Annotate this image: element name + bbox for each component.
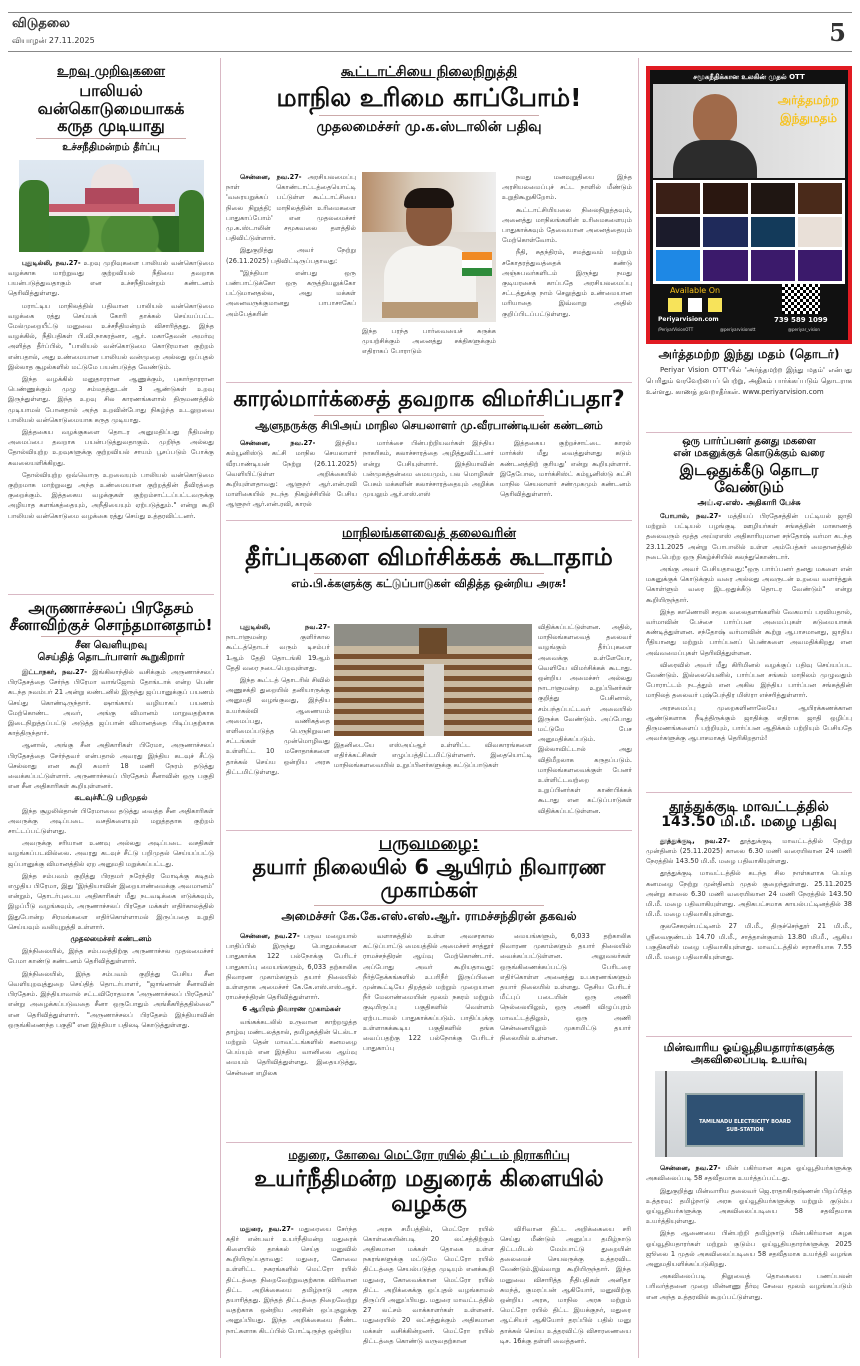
- paragraph: மின் பகிர்மான கழக ஓய்வூதியர்களுக்கு அகவிலைப்படி 58 சதவீதமாக உயர்த்தப்பட்டது.: [646, 1164, 852, 1183]
- article-kicker: கூட்டாட்சியை நிலைநிறுத்தி: [340, 64, 518, 80]
- paragraph: இந்த சூழலில்தான் பிரேமாவை தடுத்து வைத்த சீன அதிகாரிகள் அவருக்கு அடிப்படை வசதிகளையும் மறுத்ததாக குற்றம் சாட்டப்பட்டுள்ளது.: [8, 806, 214, 836]
- qr-code[interactable]: [782, 284, 820, 314]
- page-header: [8, 12, 852, 52]
- ad-social-x[interactable]: @periyar_vision: [788, 327, 820, 332]
- paragraph: இத்தகைய வழக்குகளை தொடர அனுமதிப்பது நீதிமன்ற அமைப்பை தவறாக பயன்படுத்துவதாகும். முறிந்த அல்லது தோல்வியுற்ற உறவுகளுக்கு குற்றவியல் சாயம் பூசப்படும் போக்கு கவலையளிக்கிறது.: [8, 428, 214, 467]
- article-headline: மின்வாரிய ஓய்வூதியதாரர்களுக்கு: [663, 1041, 835, 1054]
- ad-banner: சமூகநீதிக்கான உலகின் முதல் OTT: [693, 73, 805, 81]
- paragraph: Periyar Vision OTT'யில் 'அர்த்தமற்ற இந்து மதம்' என்பது பெரிதும் வரவேற்பைப் பெற்று, அதிகம் பார்க்கப்படும் தொடராக உள்ளது. காணத் தவறாதீர்கள். www.periyarvision.com: [646, 366, 852, 397]
- section-divider: [646, 432, 852, 433]
- chief-minister-photo: [362, 172, 496, 322]
- newspaper-name: விடுதலை: [12, 16, 70, 31]
- paragraph: அவருக்கு சரியான உணவு அல்லது அடிப்படை வசதிகள் வழங்கப்படவில்லை. அவரது கடவுச் சீட்டு பறிமுதல் செய்யப்பட்டு ஜப்பானுக்கு விமானத்தில் ஏற அனுமதி மறுக்கப்பட்டது.: [8, 839, 214, 868]
- article-state-rights: [226, 60, 632, 378]
- section-divider: [8, 594, 214, 595]
- paragraph: அரசமைப்பு முறைகளினாலேயே ஆயிரக்கணக்கான ஆண்டுகளாக நீடித்திருக்கும் ஜாதிக்கு எதிராக ஜாதி ஒழிப்பு திருமணங்களைப் பற்றியும், பார்ப்பன ஆதிக்கம் பற்றியும் பேசியதே அவர்களுக்கு ஆபாசமாகத் தெரிகிறதாம்!: [646, 703, 852, 743]
- dateline: புதுடில்லி, நவ.27-: [22, 258, 81, 267]
- paragraph: அங்கு அவர் பேசியதாவது:"ஒரு பார்ப்பனர் தனது மகளை என் மகனுக்குக் கொடுக்கும் வரை அல்லது அவருடன் உறவை வளர்த்துக் கொள்ளும் வரை இடஒதுக்கீடு தொடர வேண்டும்" என்று கூறியிருந்தார்.: [646, 565, 852, 604]
- paragraph: தோல்வியுற்ற ஒவ்வொரு உறவையும் பாலியல் வன்கொடுமை குற்றமாக மாற்றுவது அந்த உண்மையான குற்றத்தின் தீவிரத்தை குறைக்கும். இத்தகைய வழக்குகள் குற்றம்சாட்டப்பட்டவருக்கு அழியாத களங்கத்தையும், அநீதியையும் ஏற்படுத்தும்." என்று கூறி பாலியல் வன்கொடுமை வழக்கை ரத்து செய்து உத்தரவிட்டனர்.: [8, 470, 214, 520]
- page-number: 5: [829, 18, 846, 47]
- paragraph: வங்கக்கடலில் உருவான காற்றழுத்த தாழ்வு மண்டலத்தால், தமிழகத்தின் டெல்டா மற்றும் தென் மாவட்டங்களில் கனமழை பெய்யும் என இந்திய வானிலை ஆய்வு மையம் தெரிவித்துள்ளது. இதையடுத்து, சென்னை எழிலக: [226, 1017, 357, 1077]
- article-headline: உயர்நீதிமன்ற மதுரைக் கிளையில் வழக்கு: [254, 1166, 604, 1218]
- apple-icon: [688, 298, 702, 312]
- paragraph: இந்த சம்பவம் குறித்து பிரதமர் நரேந்திர மோடிக்கு கடிதம் எழுதிய பிரேமா, இது 'இந்தியாவின் இறையாண்மைக்கு அவமானம்' என்றும், தொடர்புடைய அதிகாரிகள் மீது நடவடிக்கை எடுக்கவும், இழப்பீடு வழங்கவும், அருணாச்சலப் பிரதேச மக்கள் எதிர்காலத்தில் இதுபோன்ற சிரமங்களை எதிர்கொள்ளாமல் இருப்பதை உறுதி செய்யவும் வலியுறுத்தி உள்ளார்.: [8, 871, 214, 931]
- section-divider: [226, 520, 632, 521]
- article-headline-line2: சீனாவிற்குச் சொந்தமானதாம்!: [9, 615, 213, 634]
- article-reservation-remark: [646, 436, 852, 788]
- section-heading: கடவுச்சீட்டு பறிமுதல்: [74, 793, 148, 803]
- photo-caption: இதனிடையே எஸ்அய்ஆர் உள்ளிட்ட விவகாரங்களை எதிர்க்கட்சிகள் எழுப்பத்திட்டமிட்டுள்ளனர். இதையொட்டி மாநிலங்களவையில் உறுப்பினர்களுக்கு கட்டுப்பாடுகள்: [334, 741, 532, 770]
- parliament-photo: [334, 624, 532, 736]
- sign-text: TAMILNADU ELECTRICITY BOARD: [699, 1119, 791, 1126]
- paragraph: இந்த வழக்கில் மனுதாரரான ஆணுக்கும், புகார்தாரரான பெண்ணுக்கும் முழு சம்மதத்துடன் 3 ஆண்டுகள் உறவு இருந்துள்ளது. இந்த உறவு சில காரணங்களால் திருமணத்தில் முடியாமல் போனதால் அந்த உறவின்போது நிகழ்ந்த உடலுறவை பாலியல் வன்கொடுமையாக கருத முடியாது.: [8, 375, 214, 424]
- article-pensioners-da: [646, 1040, 852, 1358]
- paragraph: கூட்டாட்சியியலை நிலைநிறுத்தவும், அனைத்து மாநிலங்களின் உரிமைகளையும் பாதுகாக்கவும் தேவையான அனைத்தையும் மேற்கொள்வோம்.: [502, 205, 632, 245]
- article-monsoon-relief: [226, 834, 632, 1134]
- article-kicker: ஒரு பார்ப்பனர் தனது மகளை: [682, 436, 816, 447]
- article-subtitle: முதலமைச்சர் மு.க.ஸ்டாலின் பதிவு: [316, 118, 542, 135]
- article-arunachal-pradesh: [8, 598, 214, 1358]
- section-divider: [646, 792, 852, 793]
- supreme-court-photo: [19, 160, 204, 252]
- column-divider: [220, 58, 221, 1358]
- dateline: சென்னை, நவ.27-: [240, 439, 316, 448]
- article-relationship-breakup: [8, 60, 214, 590]
- article-kicker: உறவு முறிவுகளை: [56, 64, 166, 79]
- paragraph: மராட்டிய மாநிலத்தில் பதிவான பாலியல் வன்கொடுமை வழக்கை ரத்து செய்யக் கோரி தாக்கல் செய்யப்பட்ட மேல்முறையீட்டு மனுவை உச்சநீதிமன்றம் விசாரித்தது. இந்த வழக்கில், நீதிபதிகள் பி.வி.நாகரத்னா, ஆர். மகாதேவன் அமர்வு அளித்த தீர்ப்பில், "பாலியல் வன்கொடுமை கொடூரமான குற்றம் என்பதால், அது உண்மையான பாலியல் வன்முறை அல்லது ஒப்புதல் இல்லாத சூழல்களில் மட்டுமே பயன்படுத்த வேண்டும்.: [8, 301, 214, 371]
- section-divider: [646, 1036, 852, 1037]
- paragraph: இந்திய கம்யூனிஸ்டு கட்சி மாநில செயலாளர் வீரபாண்டியன் நேற்று (26.11.2025) வெளியிட்டுள்ள அறிக்கையில் கூறியுள்ளதாவது: ஆளுநர் ஆர்.என்.ரவி மாளிகையில் நடந்த நிகழ்ச்சியில் பேசிய ஆளுநர் ஆர்.என்.ரவி, காரல்: [226, 439, 357, 509]
- article-headline: காரல்மார்க்சைத் தவறாக விமர்சிப்பதா?: [233, 387, 625, 412]
- dateline: தூத்துக்குடி, நவ.27-: [660, 836, 730, 845]
- ad-show-title-line2: இந்துமதம்: [780, 111, 837, 125]
- article-subtitle: ஆளுநருக்கு சிபிஅய் மாநில செயலாளர் மு.வீரபாண்டியன் கண்டனம்: [255, 419, 603, 433]
- article-headline-line2: அகவிலைப்படி உயர்வு: [691, 1053, 807, 1067]
- paragraph: வளாகத்தில் உள்ள அவசரகால கட்டுப்பாட்டு மையத்தில் அமைச்சர் சாத்தூர் ராமச்சந்திரன் ஆய்வு மேற்கொண்டார். அப்போது அவர் கூறியதாவது: நீர்த்தேக்கங்களில் உபரிநீர் இருப்பினை முன்கூட்டியே திறத்தல் மற்றும் முறையான நீர் மேலாண்மையின் மூலம் நகரம் மற்றும் குடியிருப்பு பகுதிகளில் வெள்ளம் ஏற்படாமல் பாதுகாக்கப்படும். பாதிப்புக்கு உள்ளாகக்கூடிய பகுதிகளில் தங்க வைப்பதற்கு 122 பல்நோக்கு பேரிடர் பாதுகாப்பு: [363, 931, 494, 1053]
- ad-social-instagram[interactable]: @periyarvisionott: [720, 327, 756, 332]
- paragraph: இந்த ஆணையை பின்பற்றி தமிழ்நாடு மின்பகிர்மான கழக ஓய்வூதியதாரர்கள் மற்றும் குடும்ப ஓய்வூதியதாரர்களுக்கு 2025 ஜூலை 1 முதல் அகவிலைப்படியை 58 சதவீதமாக உயர்த்தி வழங்க அனுமதியளிக்கப்படுகிறது.: [646, 1229, 852, 1269]
- android-tv-icon: [708, 298, 722, 312]
- article-metro-rail-case: [226, 1146, 632, 1358]
- article-headline: அர்த்தமற்ற இந்து மதம் (தொடர்): [658, 348, 840, 361]
- article-periyar-vision-series: [646, 348, 852, 428]
- paragraph: பருவ மழையால் பாதிப்பில் இருந்து பொதுமக்களை பாதுகாக்க 122 பல்நோக்கு பேரிடர் பாதுகாப்பு மையங்களும், 6,033 தற்காலிக நிவாரண முகாம்களும் தயார் நிலையில் உள்ளதாக அமைச்சர் கே.கே.எஸ்.எஸ்.ஆர். ராமச்சந்திரன் தெரிவித்துள்ளார்.: [226, 931, 357, 1002]
- android-icon: [668, 298, 682, 312]
- paragraph: அரசு சமீபத்தில், மெட்ரோ ரயில் கொள்கையின்படி 20 லட்சத்திற்கும் அதிகமான மக்கள் தொகை உள்ள நகரங்களுக்கு மட்டுமே மெட்ரோ ரயில் திட்டத்தை செயல்படுத்த முடியும் எனக்கூறி மதுரை, கோவைக்கான மெட்ரோ ரயில் திட்ட அறிக்கைக்கு ஒப்புதல் வழங்காமல் திருப்பி அனுப்பியது. மதுரை மாவட்டத்தில் 27 லட்சம் வாக்காளர்கள் உள்ளனர். மதுரையில் 20 லட்சத்துக்கும் அதிகமான மக்கள் வசிக்கின்றனர். மெட்ரோ ரயில் திட்டத்தை கொண்டு வருவதற்கான: [363, 1224, 494, 1345]
- article-headline: அருணாச்சலப் பிரதேசம்: [28, 599, 194, 617]
- paragraph: விரிவான திட்ட அறிக்கையை சரி செய்து மீண்டும் அனுப்ப தமிழ்நாடு திட்டமிடல் மேம்பாட்டு துறையின் தலைமைச் செயலருக்கு உத்தரவிட வேண்டும்.இவ்வாறு கூறியிருந்தார். இந்த மனுவை விசாரித்த நீதிபதிகள் அனிதா சுமந்த், குமரப்பன் ஆகியோர், மனுவிற்கு ஒன்றிய அரசு, மாநில அரசு மற்றும் மெட்ரோ ரயில் திட்ட இயக்குநர், மதுரை ஆட்சியர் ஆகியோர் தரப்பில் பதில் மனு தாக்கல் செய்ய உத்தரவிட்டு விசாரணையை டிச. 16க்கு தள்ளி வைத்தனர்.: [500, 1224, 631, 1345]
- paragraph: ஆனால், அங்கு சீன அதிகாரிகள் பிரேமா, அருணாச்சலப் பிரதேசத்தை சேர்ந்தவர் என்பதால் அவரது இந்திய கடவுச் சீட்டு செல்லாது என கூறி சுமார் 18 மணி நேரம் தடுத்து வைக்கப்பட்டுள்ளார். அருணாச்சலப் பிரதேசம் சீனாவின் ஒரு பகுதி என சீன அதிகாரிகள் கூறியுள்ளனர்.: [8, 741, 214, 791]
- article-mp-restrictions: [226, 524, 632, 826]
- periyar-vision-ad[interactable]: [646, 66, 852, 344]
- article-headline: பாலியல் வன்கொடுமையாகக்: [37, 81, 185, 118]
- dateline: மதுரை, நவ.27-: [240, 1224, 294, 1233]
- ad-hero-image: [653, 84, 845, 178]
- paragraph: தூத்துக்குடி மாவட்டத்தில் கடந்த சில நாள்களாக பெய்த கனமழை நேற்று முன்தினம் முதல் குறைந்துள்ளது. 25.11.2025 அன்று காலை 6.30 மணி வரையிலான 24 மணி நேரத்தில் 143.50 மி.மீ. மழை பதிவாகியுள்ளது. அதிகபட்சமாக காயல்பட்டினத்தில் 38 மி.மீ. மழை பதிவாகியுள்ளது.: [646, 869, 852, 919]
- paragraph: இத்தகைய குற்றச்சாட்டை காரல் மார்க்ஸ் மீது வைத்துள்ளது கடும் கண்டனத்திற் குரியது' என்று கூறியுள்ளார். இதேபோல, மார்க்சிஸ்ட் கம்யூனிஸ்டு கட்சி மாநில செயலாளர் சண்முகமும் கண்டனம் தெரிவித்துள்ளார்.: [500, 439, 631, 499]
- sign-text-line2: SUB-STATION: [726, 1127, 764, 1134]
- ad-show-title: அர்த்தமற்ற: [777, 93, 839, 107]
- paragraph: இதுகுறித்து மின்வாரிய தலைவர் ஜெ.ராதாகிருஷ்ணன் பிறப்பித்த உத்தரவு: தமிழ்நாடு அரசு ஓய்வூதியர்களுக்கு மற்றும் குடும்ப ஓய்வூதியர்களுக்கு அகவிலைப்படியை 58 சதவீதமாக உயர்த்தியுள்ளது.: [646, 1186, 852, 1226]
- article-headline-line2: 143.50 மி.மீ. மழை பதிவு: [661, 814, 837, 831]
- paragraph: "இந்தியா என்பது ஒரு பண்பாட்டுக்கோ ஒரு கருத்தியலுக்கோ பட்டுமானதல்ல, அது மக்கள் அனைவருக்குமானது பாபாசாகேப் அம்பேத்கரின்: [226, 268, 356, 318]
- article-karl-marx: [226, 386, 632, 516]
- paragraph: அகவிலைப்படி நிலுவைத் தொகையை பணப்பலன் பரிவர்த்தனை முறை மின்னணு தீர்வு சேவை மூலம் வழங்கப்படும் என அந்த உத்தரவில் கூறப்பட்டுள்ளது.: [646, 1272, 852, 1301]
- section-heading: 6 ஆயிரம் நிவாரண முகாம்கள்: [242, 1005, 341, 1014]
- paragraph: மார்க்சை பின்பற்றியவர்கள் இந்திய நாகரிகம், கலாச்சாரத்தை அழித்துவிட்டனர் என்று பேசியுள்ளார். இந்தியாவின் பன்முகத்தன்மை மையமும், பல மொழிகள் பேசும் மக்களின் கலாச்சாரத்தையும் அழிக்க முயலும் ஆர்.எஸ்.எஸ்: [363, 439, 494, 499]
- dateline: சென்னை, நவ.27-: [660, 1164, 721, 1173]
- section-divider: [226, 830, 632, 831]
- paragraph: விதிக்கப்பட்டுள்ளன. அதில், மாநிலங்களவைத் தலைவர் வழங்கும் தீர்ப்புகளை அவைக்கு உள்ளேயோ, வெளியே விமர்சிக்கக் கூடாது. ஒன்றிய அமைச்சர் அல்லது நாடாளுமன்ற உறுப்பினர்கள் குறித்து பேசினால், சம்பந்தப்பட்டவர் அவையில் இருக்க வேண்டும். அப்போது மட்டுமே பேச அனுமதிக்கப்படும். இல்லாவிட்டால் அது விதிமீறலாக கருதப்படும். மாநிலங்களவைக்குள் பேனர் உள்ளிட்டவற்றை உறுப்பினர்கள் காண்பிக்கக் கூடாது என கட்டுப்பாடுகள் விதிக்கப்பட்டுள்ளன.: [538, 623, 632, 815]
- article-headline: தயார் நிலையில் 6 ஆயிரம் நிவாரண முகாம்கள்: [252, 854, 606, 902]
- dateline: சென்னை, நவ.27-: [240, 173, 302, 181]
- ad-phone: 739 589 1099: [774, 316, 828, 324]
- paragraph: இங்கிலாந்தில் வசிக்கும் அருணாச்சலப் பிரதேசத்தை சேர்ந்த பிரேமா வாங்ஜோம் தோங்டாக் என்ற பெண் கடந்த நவம்பர் 21 அன்று லண்டனில் இருந்து ஜப்பானுக்குப் பயணம் செய்து கொண்டிருந்தார். ஷாங்காய் வழியாகப் பயணம் மேற்கொண்ட அவர், அங்கு விமானம் மாறுவதற்காக இடைநிறுத்தப்பட்டு அடுத்த ஜப்பான் விமானத்தை பிடிப்பதற்காக காத்திருந்தார்.: [8, 668, 214, 738]
- section-heading: முதலமைச்சர் கண்டனம்: [70, 934, 152, 944]
- paragraph: உறவு முறிவுகளை பாலியல் வன்கொடுமை வழக்காக மாற்றுவது குற்றவியல் நீதியை தவறாக பயன்படுத்துவதாகும் என உச்சநீதிமன்றம் கண்டனம் தெரிவித்துள்ளது.: [8, 258, 214, 298]
- article-headline-line2: கருத முடியாது: [57, 116, 165, 136]
- paragraph: மையங்களும், 6,033 தற்காலிக நிவாரண முகாம்களும் தயார் நிலையில் வைக்கப்பட்டுள்ளன. அலுவலர்கள் ஒருங்கிணைக்கப்பட்டு பேரிடரை எதிர்கொள்ள அனைத்து உபகரணங்களும் தயார் நிலையில் உள்ளது. தேசிய பேரிடர் மீட்புப் படையின் ஒரு அணி நெல்லையிலும், ஒரு அணி விழுப்புரம் மாவட்டத்திலும், ஒரு அணி சென்னையிலும் முகாமிட்டு தயார் நிலையில் உள்ளன.: [500, 931, 631, 1043]
- article-kicker-line2: என் மகனுக்குக் கொடுக்கும் வரை: [673, 448, 825, 459]
- dateline: போபால், நவ.27-: [660, 512, 722, 520]
- ad-website[interactable]: Periyarvision.com: [658, 316, 719, 323]
- ad-available-on: Available On: [670, 286, 721, 295]
- article-headline: தூத்துக்குடி மாவட்டத்தில்: [669, 799, 829, 815]
- section-divider: [226, 382, 632, 383]
- ad-thumbnail-grid: [653, 180, 845, 284]
- paragraph: விரைவில் அவர் மீது கிரிமினல் வழக்குப் பதிவு செய்யப்பட வேண்டும். இல்லையெனில், பார்ப்பன சங்கம் மாநிலம் முழுவதும் போராட்டம் நடத்தும் என அகில இந்திய பார்ப்பன சங்கத்தின் மாநிலத் தலைவர் புஷ்பேந்திர மிஸ்ரா எச்சரித்துள்ளார்.: [646, 660, 852, 700]
- paragraph: மதுரையை சேர்ந்த கதிர் என்பவர் உயர்நீதிமன்ற மதுரைக் கிளையில் தாக்கல் செய்த மனுவில் கூறியிருப்பதாவது: மதுரை, கோவை உள்ளிட்ட நகரங்களில் மெட்ரோ ரயில் திட்டத்தை நிறைவேற்றுவதற்காக விரிவான திட்ட அறிக்கையை தமிழ்நாடு அரசு தயாரித்தது. இந்தத் திட்டத்தை நிறைவேற்று வதற்காக ஒன்றிய அரசின் ஒப்புதலுக்கு அனுப்பியது. இந்த அறிக்கையை நீண்ட நாட்களாக கிடப்பில் போட்டிருந்த ஒன்றிய: [226, 1224, 357, 1335]
- article-headline: இடஒதுக்கீடு தொடர வேண்டும்: [679, 461, 819, 496]
- paragraph: நமது மனவுறுதியை இந்த அரசியலமைப்புச் சட்ட நாளில் மீண்டும் உறுதிகூறுகிறோம்.: [502, 173, 632, 202]
- issue-date: வியாழன் 27.11.2025: [12, 36, 95, 45]
- paragraph: தூத்துக்குடி மாவட்டத்தில் நேற்று முன்தினம் (25.11.2025) காலை 6.30 மணி வரையிலான 24 மணி நேரத்தில் 143.50 மி.மீ. மழை பதிவாகியுள்ளது.: [646, 836, 852, 866]
- dateline: இட்டாநகர், நவ.27-: [22, 668, 88, 676]
- paragraph: இதுகுறித்து அவர் நேற்று (26.11.2025) பதிவிட்டிருப்பதாவது:: [226, 246, 356, 265]
- article-subtitle: அய்.ஏ.எஸ். அதிகாரி பேச்சு: [697, 498, 801, 507]
- column-divider: [638, 58, 639, 1358]
- article-kicker: பருவமழை:: [378, 834, 480, 854]
- article-thoothukudi-rain: [646, 796, 852, 1032]
- paragraph: மத்தியப் பிரதேசத்தின் பட்டியல் ஜாதி மற்றும் பட்டியல் பழங்குடி ஊழியர்கள் சங்கத்தின் மாகாணத் தலைவரும் மூத்த அய்ஏஎஸ் அதிகாரியுமான சந்தோஷ் வர்மா கடந்த 23.11.2025 அன்று போபாலில் உள்ள அம்பேத்கர் மைதானத்தில் நடைபெற்ற ஒரு நிகழ்ச்சியில் கலந்துகொண்டார்.: [646, 512, 852, 561]
- article-kicker: மாநிலங்களவைத் தலைவரின்: [342, 526, 516, 541]
- article-subtitle: சீன வெளியுறவு: [74, 640, 148, 651]
- ad-social-facebook[interactable]: /PeriyarVisionOTT: [658, 327, 694, 332]
- dateline: சென்னை, நவ.27-: [240, 931, 300, 940]
- paragraph: இந்நிலையில், இந்த சம்பவத்திற்கு அருணாச்சல முதலமைச்சர் பேமா காண்டு கண்டனம் தெரிவித்துள்ளார்.: [8, 947, 214, 966]
- paragraph: அரசியலமைப்பு நாள் கொண்டாட்டத்தையொட்டி 'வரையறுக்கப் பட்டுள்ள கூட்டாட்சியை நிலை நிறுத்தி; மாநிலத்தின் உரிமைகளை பாதுகாப்போம்' என முதலமைச்சர் மு.க.ஸ்டாலின் சமூகவலை தளத்தில் பதிவிட்டுள்ளார்.: [226, 173, 356, 243]
- paragraph: இந்த காணொலி சமூக வலைதளங்களில் வேகமாய் பரவியதால், வர்மாவின் பேச்சை பார்ப்பன அமைப்புகள் கடுமையாகக் கண்டித்துள்ளன. சந்தோஷ் வர்மாவின் கூற்று ஆபாசமானது, ஜாதிய ரீதியானது மற்றும் பார்ப்பனப் பெண்களை அவமதிக்கிறது என அவ்வமைப்புகள் தெரிவித்துள்ளன.: [646, 607, 852, 657]
- paragraph: நீதி, சுதந்திரம், சமத்துவம் மற்றும் சகோதரத்துவத்தைக் கண்டு அஞ்சுபவர்களிடம் இருந்து நமது குடியரசைக் காப்பதே அரசியலமைப்பு சட்டத்துக்கு நாம் செலுத்தும் உண்மையான மரியாதை இவ்வாறு அதில் குறிப்பிடப்பட்டுள்ளது.: [502, 248, 632, 318]
- article-subtitle: எம்.பி.க்களுக்கு கட்டுப்பாடுகள் விதித்த ஒன்றிய அரசு!: [291, 577, 567, 591]
- paragraph: இந்த கூட்டத் தொடரில் சிவில் அணுசக்தி துறையில் தனியாருக்கு அனுமதி வழங்குவது, இந்திய உயர்கல்வி ஆணையம் அமைப்பது, வணிகத்தை எளிமைப்படுத்த பெருநிறுவன சட்டங்கள் முன்மொழிவது உள்ளிட்ட 10 மசோதாக்களை தாக்கல் செய்ய ஒன்றிய அரசு திட்டமிட்டுள்ளது.: [226, 676, 330, 776]
- article-headline: மாநில உரிமை காப்போம்!: [276, 83, 582, 112]
- paragraph: நாடாளுமன்ற குளிர்கால கூட்டத்தொடர் வரும் டிசம்பர் 1ஆம் தேதி தொடங்கி 19ஆம் தேதி வரை நடைபெறவுள்ளது.: [226, 633, 330, 672]
- article-subtitle-line2: செய்தித் தொடர்பாளர் கூறுகிறார்: [37, 652, 185, 663]
- section-divider: [226, 1142, 632, 1143]
- photo-caption: இந்த பரந்த பார்வையைச் சுருக்க முயற்சிக்கும் அனைத்து சக்திகளுக்கும் எதிராகப் போராடும்: [362, 327, 496, 356]
- article-subtitle: அமைச்சர் கே.கே.எஸ்.எஸ்.ஆர். ராமச்சந்திரன் தகவல்: [281, 908, 577, 923]
- article-headline: தீர்ப்புகளை விமர்சிக்கக் கூடாதாம்: [245, 543, 613, 571]
- paragraph: குலசேகரன்பட்டினம் 27 மி.மீ., திருச்செந்தூர் 21 மி.மீ., ஸ்ரீவைகுண்டம் 14.70 மி.மீ., சாத்தான்குளம் 13.80 மி.மீ., ஆகிய பகுதிகளில் மழை பதிவாகியுள்ளது. மாவட்டத்தில் சராசரியாக 7.55 மி.மீ. மழை பதிவாகியுள்ளது.: [646, 922, 852, 962]
- electricity-board-photo: [655, 1071, 843, 1157]
- dateline: புதுடில்லி, நவ.27-: [240, 623, 330, 631]
- article-kicker: மதுரை, கோவை மெட்ரோ ரயில் திட்டம் நிராகரிப்பு: [288, 1148, 570, 1162]
- paragraph: இந்நிலையில், இந்த சம்பவம் குறித்து பேசிய சீன வெளியுறவுத்துறை செய்தித் தொடர்பாளர், "ஜாங்னான் சீனாவின் பிரதேசம். இந்தியாவால் சட்டவிரோதமாக 'அருணாச்சலப் பிரதேசம்' என்று அழைக்கப்படுவதை சீனா ஒருபோதும் அங்கீகரித்ததில்லை" என தெரிவித்துள்ளார். "அருணாச்சலப் பிரதேசம் இந்தியாவின் ஒருங்கிணைந்த பகுதி" என இந்தியா பதிலடி கொடுத்துள்ளது.: [8, 969, 214, 1029]
- article-subtitle: உச்சநீதிமன்றம் தீர்ப்பு: [62, 141, 160, 153]
